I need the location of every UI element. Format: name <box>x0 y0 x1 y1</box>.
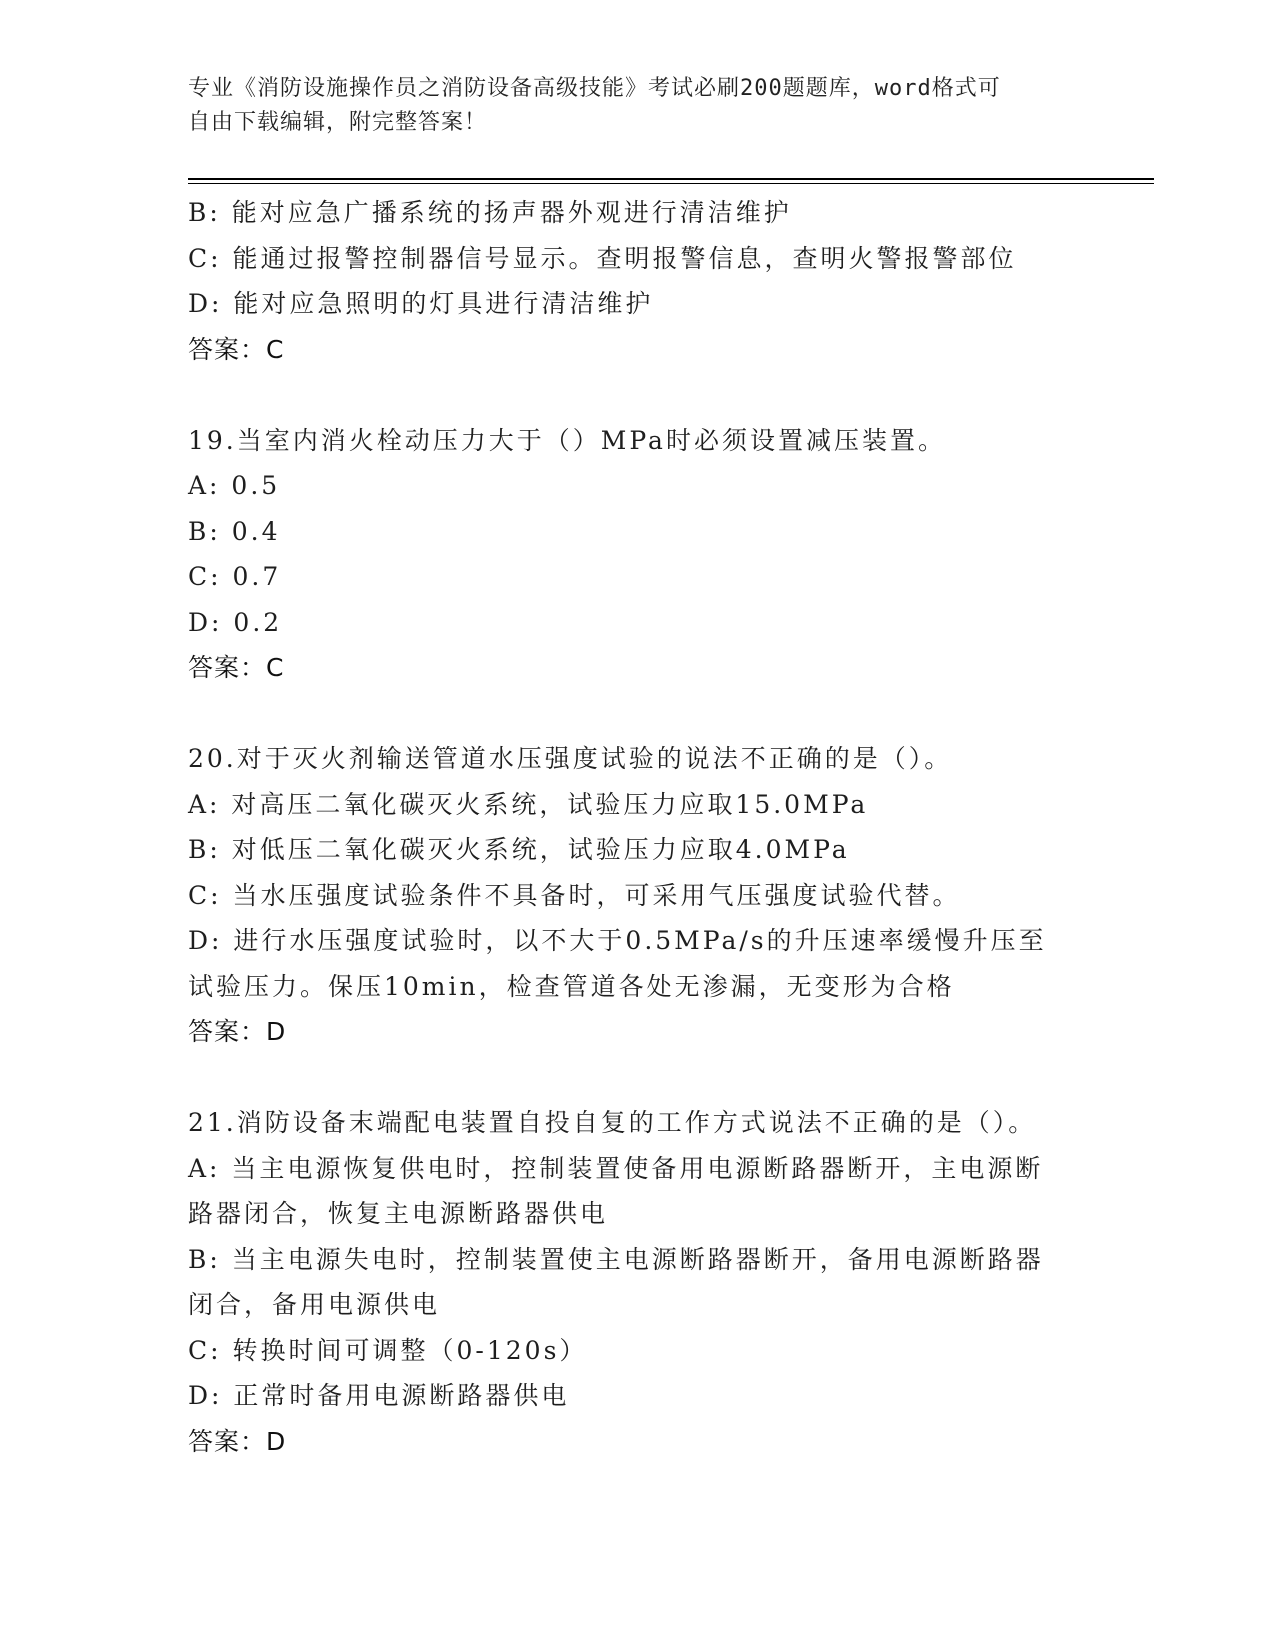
q19-answer: 答案：C <box>188 653 285 682</box>
question-18-block <box>188 190 1088 372</box>
q21-question: 21.消防设备末端配电装置自投自复的工作方式说法不正确的是（）。 <box>188 1108 1037 1137</box>
q18-option-c: C: 能通过报警控制器信号显示。查明报警信息，查明火警报警部位 <box>188 243 1017 273</box>
q20-question: 20.对于灭火剂输送管道水压强度试验的说法不正确的是（）。 <box>188 744 953 773</box>
q21-option-a-line-2: 路器闭合，恢复主电源断路器供电 <box>188 1199 609 1228</box>
document-header <box>188 72 1068 140</box>
spacer <box>188 372 1088 418</box>
q20-option-b: B: 对低压二氧化碳灭火系统，试验压力应取4.0MPa <box>188 835 850 864</box>
header-divider-thin <box>188 183 1154 184</box>
q21-option-c: C: 转换时间可调整（0-120s） <box>188 1335 588 1365</box>
q19-option-c: C: 0.7 <box>188 562 282 591</box>
document-body <box>188 190 1088 1464</box>
q19-option-a: A: 0.5 <box>188 471 281 500</box>
q18-option-b: B: 能对应急广播系统的扬声器外观进行清洁维护 <box>188 198 792 227</box>
q20-option-d-line-1: D: 进行水压强度试验时，以不大于0.5MPa/s的升压速率缓慢升压至 <box>188 926 1047 955</box>
header-line-1: 专业《消防设施操作员之消防设备高级技能》考试必刷200题题库，word格式可 <box>188 76 1001 101</box>
q21-option-a-line-1: A: 当主电源恢复供电时，控制装置使备用电源断路器断开，主电源断 <box>188 1153 1044 1183</box>
header-divider-thick <box>188 178 1154 180</box>
question-20-block <box>188 736 1088 1055</box>
q20-answer: 答案：D <box>188 1017 287 1046</box>
q20-option-c: C: 当水压强度试验条件不具备时，可采用气压强度试验代替。 <box>188 880 961 910</box>
q18-answer: 答案：C <box>188 334 285 364</box>
q18-option-d: D: 能对应急照明的灯具进行清洁维护 <box>188 289 654 318</box>
q20-option-d-line-2: 试验压力。保压10min，检查管道各处无渗漏，无变形为合格 <box>188 971 955 1001</box>
question-19-block <box>188 418 1088 691</box>
question-21-block <box>188 1100 1088 1464</box>
q20-option-a: A: 对高压二氧化碳灭火系统，试验压力应取15.0MPa <box>188 789 869 819</box>
q19-question: 19.当室内消火栓动压力大于（）MPa时必须设置减压装置。 <box>188 425 946 455</box>
q21-option-d: D: 正常时备用电源断路器供电 <box>188 1381 570 1410</box>
spacer <box>188 691 1088 737</box>
q19-option-b: B: 0.4 <box>188 516 281 546</box>
header-line-2: 自由下载编辑，附完整答案！ <box>188 110 488 135</box>
q19-option-d: D: 0.2 <box>188 607 283 637</box>
q21-answer: 答案：D <box>188 1426 287 1456</box>
q21-option-b-line-2: 闭合，备用电源供电 <box>188 1290 441 1319</box>
q21-option-b-line-1: B: 当主电源失电时，控制装置使主电源断路器断开，备用电源断路器 <box>188 1244 1044 1274</box>
spacer <box>188 1055 1088 1101</box>
